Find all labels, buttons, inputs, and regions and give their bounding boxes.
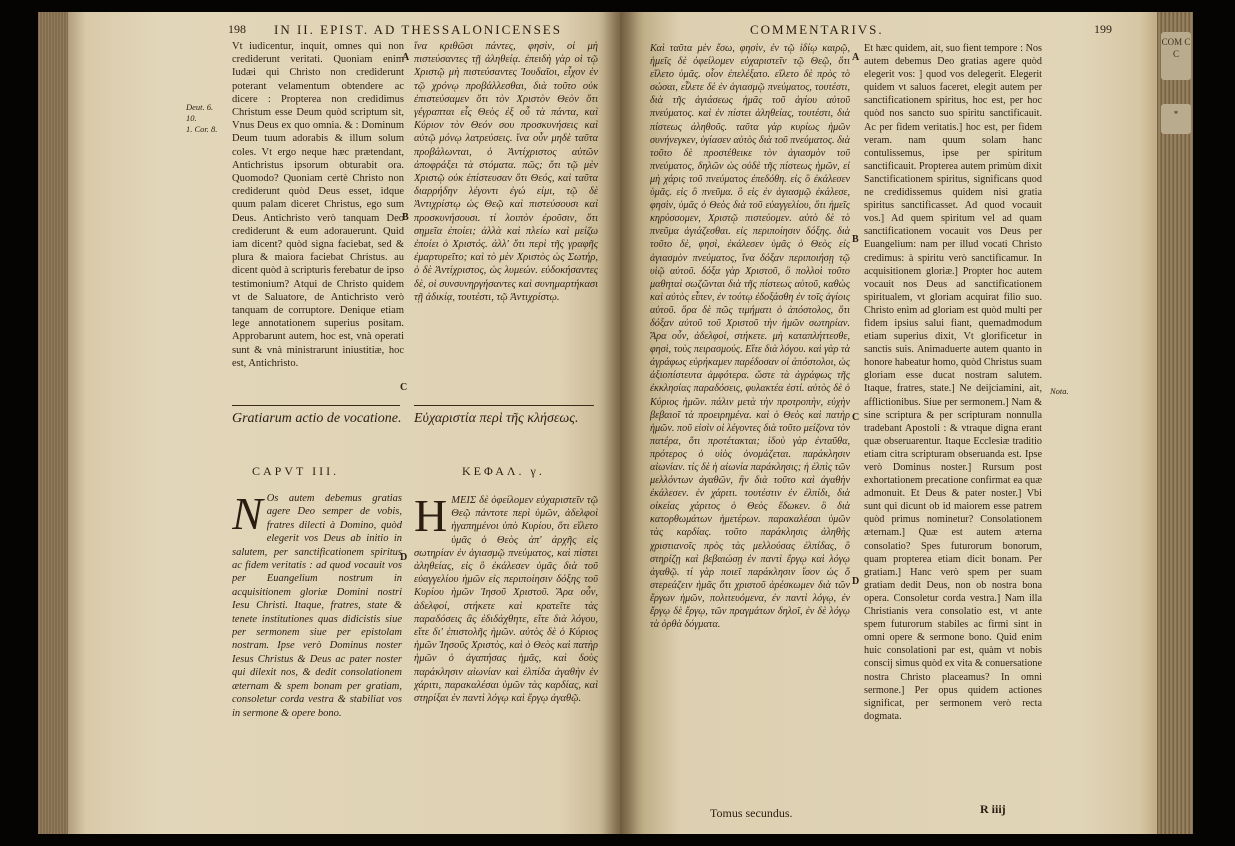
latin-column-top: Vt iudicentur, inquit, omnes qui non crediderunt veritati. Quoniam enim Iudæi qui Christo non crediderunt poterant velamentum obtendere ac dicere : Propterea non credidimus Christum esse Deum quòd scriptum sit, Vnus Deus ex quo omnia. & : Dominum Deum tuum adorabis & illum solum coles. Vt ergo neque hæc prætendant, Antichristus ipsorum obturabit ora. Quomodo? Quoniam certè Christo non crediderunt quòd Deus esset, idque quum palam diceret Christus, ego sum Deus. Antichristo verò tanquam Deo crediderunt & eum adorauerunt. Quid iam dicent? quòd signa faciebat, sed & plura & maiora faciebat Christus. au dicent quòd à scripturis ferebatur de ipso testimonium? Atqui de Christo quidem vt de Saluatore, de Antichristo verò tanquam de corruptore. Denique etiam lege annotationem superius positam. Approbarunt autem, hoc est, vnà operati sunt & vnà ministrarunt iniustitiæ, hoc est, Antichristo.	[232, 41, 404, 369]
dropcap-latin: N	[232, 492, 263, 539]
rule-left-1	[232, 405, 400, 406]
marker-d-left: D	[400, 552, 408, 563]
signature-mark: R iiij	[980, 802, 1006, 816]
left-margin-note: Deut. 6. 10. 1. Cor. 8.	[186, 102, 218, 134]
latin-commentary-column: Et hæc quidem, ait, suo fient tempore : Nos autem debemus Deo gratias agere quòd elegerit vos: ] quod vos delegerit. Elegerit quidem vt saluos faceret, elegit autem per sanctificationem spiritus, hoc est, per hoc quòd nos sancto suo spiritu sanctificauit. Ac per fidem veritatis.] hoc est, per fidem veram. nam quum solam hanc contulissemus, ipse per spiritum sanctificauit. Propterea autem primùm dixit Sanctificationem spiritus, significans quod ne credidissemus quidem nisi gratia spiritus sanctificasset. Ad quod vocauit vos.] Ad quem spiritum vel ad quam sanctificationem vocauit vos Deus per Euangelium: nam per illud vocati Christo credimus: à spiritu verò sanctificamur. In acquisitionem gloriæ.] Propter hoc autem vocauit nos Deus ad sanctificationem spiritualem, vt gloriam acquirat filio suo. Christo enim ad gloriam est quòd multi per fidem ipsius salui fiant, quemadmodum etiam superius dixit, Vt glorificetur in sanctis suis. Animaduerte autem quanto in honore habeatur homo, quòd Christus suam gloriam esse ducat nostram salutem. Itaque, fratres, state.] Ne deijciamini, ait, afflictionibus. Siue per sermonem.] Nam & sine scriptura & per scripturam nonnulla tradebant Apostoli : & vtraque digna erant quæ obseruarentur. Itaque Ecclesiæ traditio etiam citra scripturam obseruanda est. Ipse verò Dominus noster.] Rursum post exhortationem precatione confirmat ea quæ admonuit. Et Deus & pater noster.] Vbi sunt qui dicunt ob id maiorem esse patrem quòd primus nominetur? Consolationem æternam.] Quæ est autem æterna consolatio? Spes futurorum bonorum, quam propterea etiam dicit bonam. Per gratiam.] Hanc verò spem per suam gratiam dedit Deus, non ob nostra bona opera. Consoletur corda vestra.] Nam illa Christianis vera consolatio est, vt ante spem futurorum stabiles ac firmi sint in omni opere & sermone bono. Quid enim huic consolationi par est, quàm vt nobis conscij simus quòd ex vita & conuersatione nostra Christo placeamus? In omni sermone.] Per opus quidem actiones significat, per sermonem verò recta dogmata.	[864, 43, 1042, 722]
greek-column-bottom	[414, 494, 598, 756]
marker-a-left: A	[402, 52, 410, 63]
dropcap-greek: H	[414, 494, 448, 541]
greek-bottom-text: ΜΕΙΣ δὲ ὀφείλομεν εὐχαριστεῖν τῷ Θεῷ πάντοτε περὶ ὑμῶν, ἀδελφοὶ ἠγαπημένοι ὑπὸ Κυρίου, ὅτι εἵλετο ὑμᾶς ὁ Θεὸς ἀπ' ἀρχῆς εἰς σωτηρίαν ἐν ἁγιασμῷ πνεύματος, καὶ πίστει ἀληθείας, εἰς ὃ ἐκάλεσεν ὑμᾶς διὰ τοῦ εὐαγγελίου ἡμῶν εἰς περιποίησιν δόξης τοῦ Κυρίου ἡμῶν Ἰησοῦ Χριστοῦ. Ἄρα οὖν, ἀδελφοί, στήκετε καὶ κρατεῖτε τὰς παραδόσεις ἃς ἐδιδάχθητε, εἴτε διὰ λόγου, εἴτε δι' ἐπιστολῆς ἡμῶν. αὐτὸς δὲ ὁ Κύριος ἡμῶν Ἰησοῦς Χριστὸς, καὶ ὁ Θεὸς καὶ πατὴρ ἡμῶν ὁ ἀγαπήσας ἡμᾶς, καὶ δοὺς παράκλησιν αἰωνίαν καὶ ἐλπίδα ἀγαθὴν ἐν χάριτι, παρακαλέσαι ὑμῶν τὰς καρδίας, καὶ στηρίξαι ἐν παντὶ λόγῳ καὶ ἔργῳ ἀγαθῷ.	[414, 495, 598, 705]
marker-b-left: B	[402, 212, 409, 223]
marker-d-right: D	[852, 576, 860, 587]
section-title-latin: Gratiarum actio de vocatione.	[232, 411, 402, 426]
section-title-greek: Εὐχαριστία περὶ τῆς κλήσεως.	[414, 411, 579, 426]
left-running-head: IN II. EPIST. AD THESSALONICENSES	[274, 22, 562, 37]
right-running-head: COMMENTARIVS.	[750, 22, 884, 37]
left-page	[38, 12, 620, 834]
right-page-edge	[1157, 12, 1193, 834]
latin-column-bottom	[232, 492, 402, 742]
right-margin-note: Nota.	[1050, 386, 1069, 396]
left-page-number: 198	[228, 22, 246, 36]
marker-c-right: C	[852, 412, 860, 423]
volume-footer: Tomus secundus.	[710, 806, 793, 820]
marker-a-right: A	[852, 52, 860, 63]
open-book	[38, 12, 1193, 834]
left-page-edge	[38, 12, 68, 834]
caput-latin: CAPVT III.	[252, 464, 340, 478]
spine-gutter	[598, 12, 644, 834]
index-tab-top: COM C C	[1161, 32, 1191, 80]
right-page	[620, 12, 1193, 834]
greek-commentary-column: Καὶ ταῦτα μὲν ἔσω, φησὶν, ἐν τῷ ἰδίῳ καιρῷ, ἡμεῖς δὲ ὀφείλομεν εὐχαριστεῖν τῷ Θεῷ, ὅτι εἵλετο ὑμᾶς. οἷον ἐπελέξατο. εἵλετο δὲ πρὸς τὸ σώσαι, εἶλετε δὲ ἐν ἁγιασμῷ πνεύματος, τουτέστι, διὰ τῆς ἁγιάσεως ἡμᾶς τοῦ ἁγίου αὐτοῦ πνεύματος. καὶ ἐν πίστει ἀληθείας, τουτέστι, διὰ πίστεως ἀληθοῦς. ταῦτα γὰρ κυρίως ἡμῶν συνήνεγκεν, ὑγίασεν αὐτὸς διὰ τοῦ πνεύματος. διὰ τοῦτο δὲ προστέθεικε τὸν ἁγιασμὸν τοῦ πνεύματος, δηλῶν ὡς οὐδὲ τῆς πίστεως ἡμῶν, εἰ μὴ χάρις τοῦ πνεύματος ἐπεδόθη. εἰς ὃ ἐκάλεσεν ὑμᾶς. εἰς ὃ πνεῦμα. ὃ εἰς ἐν ἁγιασμῷ ἐκάλεσε, φησὶν, ὑμᾶς ὁ Θεὸς διὰ τοῦ εὐαγγελίου, ὅτι ἡμεῖς κηρύσσομεν, Χριστῷ πιστεύομεν. αὐτὸ δὲ τὸ πνεῦμα ἁγιάζεσθαι. εἰς περιποίησιν δόξης. διὰ τοῦτο δὲ, φησὶ, ἐκάλεσεν ὑμᾶς ὁ Θεὸς εἰς ἁγιασμὸν πνεύματος, ἵνα δόξαν περιποιήσῃ τῷ υἱῷ αὐτοῦ. δόξα γὰρ Χριστοῦ, ὃ πολλοὶ τοῦτο μαθηταὶ σωζῶνται διὰ τῆς πίστεως αὐτοῦ, καθὼς καὶ αὐτὸς εἶπεν, ἐν τούτῳ ἐδοξάσθη ἐν τοῖς ἁγίοις αὐτοῦ. ὅρα δὲ πῶς τιμήματι ὁ ἀπόστολος, ὅτι δόξαν αὐτοῦ τοῦ Χριστοῦ τὴν ἡμῶν σωτηρίαν. Ἄρα οὖν, ἀδελφοί, στήκετε. μὴ καταπλήττεσθε, φησὶ, τοὺς πειρασμούς. Εἴτε διὰ λόγου. καὶ γὰρ τὰ ἀγράφως εὑρήκαμεν παρέδοσαν οἱ ἀπόστολοι, ὡς ἀξιοπίστευτα ἀμφότερα. ὥστε τὰ ἀγράφως τῆς ἐκκλησίας παραδόσεις, φυλακτέα ἐστί. αὐτὸς δὲ ὁ Κύριος ἡμῶν. πάλιν μετὰ τὴν προτροπὴν, εὐχὴν βεβαιοῖ τὰ προειρημένα. καὶ ὁ Θεὸς καὶ πατὴρ ἡμῶν. ποῦ εἰσὶν οἱ λέγοντες διὰ τοῦτο μείζονα τὸν πατέρα, ὅτι προτέτακται; ἰδοὺ γὰρ ἐνταῦθα, πρότερος ὁ υἱὸς ὀνομάζεται. παράκλησιν αἰωνίαν. τίς δὲ ἡ αἰωνία παράκλησις; ἡ ἐλπὶς τῶν μελλόντων ἀγαθῶν, ἣν διὰ τοῦτο καὶ ἀγαθὴν ἐκάλεσεν. ἐν χάριτι. τουτέστιν ἐν ἐλπίδι, διὰ οἰκείας χάριτος ὁ Θεὸς ἔδωκεν. ὃ διὰ κατορθωμάτων ἡμετέρων. παρακαλέσαι ὑμῶν τὰς καρδίας. τοῦτο παράκλησις ἀληθὴς χριστιανοῖς πρὸς τὰς μελλούσας ἐλπίδας, ὃ στηρίζῃ καὶ βεβαιώσῃ ἐν παντὶ ἔργῳ καὶ λόγῳ ἀγαθῷ. τί γὰρ ποιεῖ παράκλησιν ἴσον ὡς ὅ στερεάζειν ἡμᾶς ὅτι χριστοῦ ἀρέσκωμεν διὰ τῶν ἔργων ἡμῶν, πολιτευόμενα, ἐν παντὶ λόγῳ, ἐν ἔργῳ δὲ ἔργῳ, τῶν πραγμάτων δηλοῖ, ἐν δὲ λόγῳ τὰ ὀρθὰ δόγματα.	[650, 43, 850, 631]
marker-c-left: C	[400, 382, 408, 393]
caput-greek: ΚΕΦΑΛ. γ.	[462, 464, 545, 478]
greek-column-top: ἵνα κριθῶσι πάντες, φησὶν, οἱ μὴ πιστεύσαντες τῇ ἀληθείᾳ. ἐπειδὴ γὰρ οἱ τῷ Χριστῷ μὴ πιστεύσαντες Ἰουδαῖοι, εἶχον ἐν τῷ χρόνῳ προβάλλεσθαι, διὰ τοῦτο οὐκ ἐπιστεύσαμεν ὅτι τὸν Χριστὸν Θεὸν ὅτι γέγραπται εἷς Θεὸς ἐξ οὗ τὰ πάντα, καὶ Κύριον τὸν Θεόν σου προσκυνήσεις καὶ αὐτῷ μόνῳ λατρεύσεις. ἵνα οὖν μηδὲ ταῦτα προβάλωνται, ὁ Ἀντίχριστος αὐτῶν ἀποφράξει τὰ στόματα. πῶς; ὅτι τῷ μὲν Χριστῷ οὐκ ἐπίστευσαν ὅτι Θεός, καὶ ταῦτα διαρρήδην λέγοντι ἐγώ εἰμι, τῷ δὲ Ἀντιχρίστῳ ὡς Θεῷ καὶ πιστεύσουσι καὶ προσκυνήσουσι. τί λοιπὸν ἐροῦσιν, ὅτι σημεῖα ἐποίει; ἀλλὰ καὶ πλείω καὶ μείζω ἐποίει ὁ Χριστός. ἀλλ' ὅτι περὶ τῆς γραφῆς ἐμαρτυρεῖτο; καὶ τὸ μὲν Χριστὸς ὡς Σωτήρ, ὁ δὲ Ἀντίχριστος, ὡς λυμεών. εὐδοκήσαντες δὲ, οἱ συνσυνηργήσαντες καὶ συνημαρτήκασι τῇ ἀδικίᾳ, τουτέστι, τῷ Ἀντιχρίστῳ.	[414, 41, 598, 303]
index-tab-middle: *	[1161, 104, 1191, 134]
right-page-number: 199	[1094, 22, 1112, 36]
rule-left-2	[414, 405, 594, 406]
marker-b-right: B	[852, 234, 859, 245]
latin-bottom-text: Os autem debemus gratias agere Deo semper de vobis, fratres dilecti à Domino, quòd elegerit vos Deus ab initio in salutem, per sanctificationem spiritus ac fidem veritatis : ad quod vocauit vos per Euangelium nostrum in acquisitionem gloriæ Domini nostri Iesu Christi. Itaque, fratres, state & tenete institutiones quas didicistis siue per sermonem siue per epistolam nostram. Ipse verò Dominus noster Iesus Christus & Deus ac pater noster qui dilexit nos, & dedit consolationem æternam & spem bonam per gratiam, consoletur corda vestra & stabiliat vos in sermone & opere bono.	[232, 493, 402, 719]
